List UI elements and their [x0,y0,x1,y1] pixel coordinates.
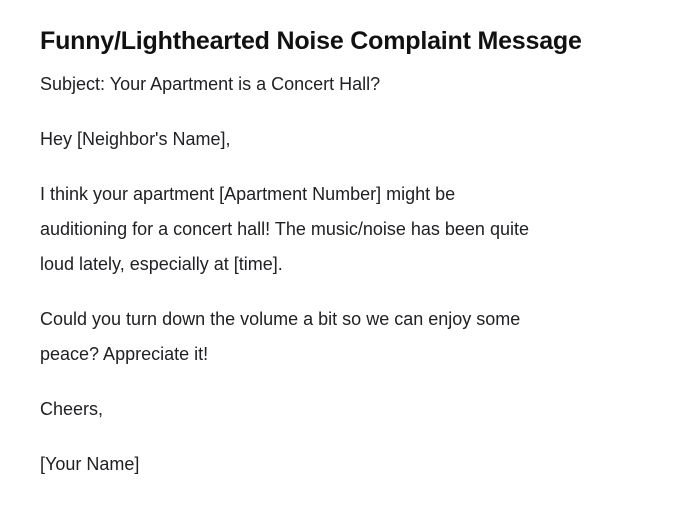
body-2-line-1: Could you turn down the volume a bit so we can enjoy some [40,309,521,329]
body-2-line-2: peace? Appreciate it! [40,344,209,364]
paragraph-body-1 [40,177,660,282]
body-1-line-2: auditioning for a concert hall! The music/noise has been quite [40,219,529,239]
paragraph-signoff [40,392,660,427]
greeting-line: Hey [Neighbor's Name], [40,129,231,149]
body-1-line-3: loud lately, especially at [time]. [40,254,283,274]
paragraph-greeting [40,122,660,157]
signoff-line: Cheers, [40,399,104,419]
subject-line: Subject: Your Apartment is a Concert Hall? [40,74,381,94]
page-title: Funny/Lighthearted Noise Complaint Message [40,27,582,55]
paragraph-subject [40,67,660,102]
signature-line: [Your Name] [40,454,140,474]
paragraph-body-2 [40,302,660,372]
paragraph-signature [40,447,660,482]
body-1-line-1: I think your apartment [Apartment Number] might be [40,184,456,204]
